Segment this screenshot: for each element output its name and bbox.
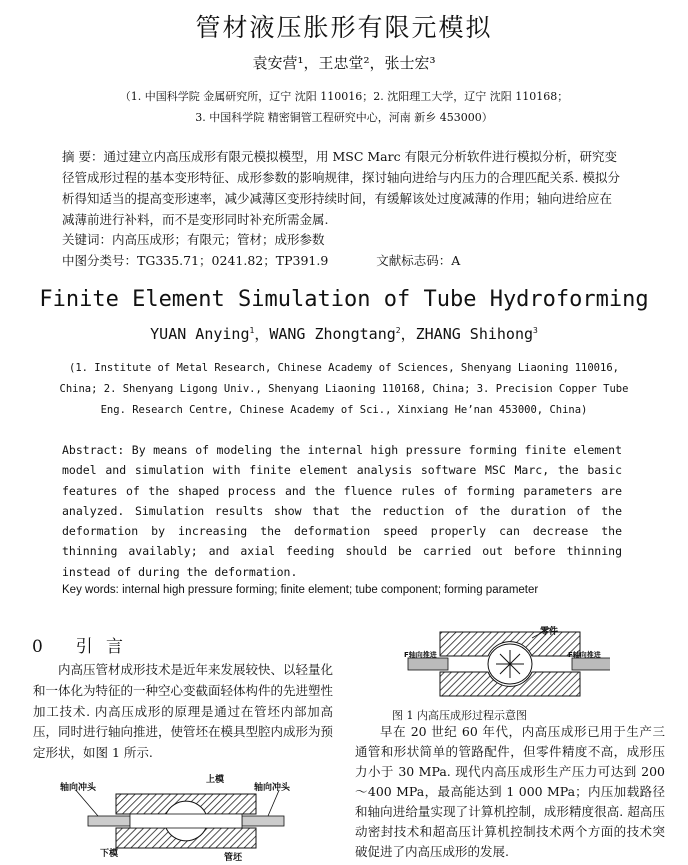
label-tube-blank: 管坯 (224, 853, 243, 863)
label-axial-punch-right: 轴向冲头 (254, 783, 291, 793)
figure-label-part: 零件 (540, 627, 559, 637)
lower-die-left (116, 828, 256, 848)
author-en-1: YUAN Anying (150, 325, 250, 343)
upper-die-left (116, 794, 256, 814)
section-title: 引 言 (75, 637, 128, 657)
abstract-cn (62, 146, 624, 230)
figure-hydroforming-schematic (400, 624, 610, 704)
abstract-en: Abstract: By means of modeling the internal high pressure forming finite element model and simulation with finite element analysis software MSC Marc, the basic features of the shaped process and the fluence rules of forming parameters are analyzed. Simulation results show that the reduction of the duration of the deformation by increasing the deformation speed properly can decrease the thinning availably; and axial feeding should be carried out before thinning instead of during the deformation. (62, 443, 622, 579)
abstract-cn-text: 通过建立内高压成形有限元模拟模型，用 MSC Marc 有限元分析软件进行模拟分析，研究变径管成形过程的基本变形特征、成形参数的影响规律，探讨轴向进给与内压力的合理匹配关系. 模拟分析得知适当的提高变形速率，减少减薄区变形持续时间，有缓解该处过度减薄的作用；轴向进给应在减薄前进行补料，而不是变形同时补充所需金属. (62, 149, 620, 227)
affiliation-cn-line-2: 3. 中国科学院 精密铜管工程研究中心，河南 新乡 453000） (195, 111, 493, 124)
tube-blank (130, 814, 242, 828)
keywords-en: Key words: internal high pressure forming; finite element; tube component; forming parameter (62, 584, 539, 596)
classification-number: 中图分类号：TG335.71；0241.82；TP391.9 (62, 253, 329, 268)
left-punch-left (88, 816, 130, 826)
author-en-2: WANG Zhongtang (269, 325, 396, 343)
author-separator: ， (400, 325, 416, 343)
keywords-cn: 关键词：内高压成形；有限元；管材；成形参数 (62, 232, 325, 247)
classification-cn (62, 251, 624, 269)
figure-label-axial-left: F轴向推进 (404, 651, 437, 659)
author-separator: ， (254, 325, 270, 343)
affiliations-en: (1. Institute of Metal Research, Chinese Academy of Sciences, Shenyang Liaoning 110016, China; 2. Shenyang Ligong Univ., Shenyang Liaoning 110168, China; 3. Precision Copper Tube Eng. Research Centre, Chinese Academy of Sci., Xinxiang He’nan 453000, China) (59, 362, 629, 416)
paper-title-cn: 管材液压胀形有限元模拟 (195, 13, 493, 42)
figure-1-caption: 图 1 内高压成形过程示意图 (392, 709, 527, 722)
document-code: 文献标志码：A (376, 253, 461, 268)
author-en-1-sup: 1 (249, 326, 255, 335)
pressure-arrows (496, 650, 524, 678)
label-axial-punch-left: 轴向冲头 (60, 783, 97, 793)
figure-die-schematic (68, 790, 288, 852)
author-en-2-sup: 2 (395, 326, 401, 335)
paper-title-en: Finite Element Simulation of Tube Hydroforming (39, 287, 649, 312)
right-punch-left (242, 816, 284, 826)
figure-label-axial-right: F轴向推进 (568, 651, 601, 659)
author-en-3: ZHANG Shihong (415, 325, 534, 343)
section-number: 0 (32, 637, 47, 657)
authors-cn: 袁安营¹，王忠堂²，张士宏³ (252, 54, 436, 72)
author-en-3-sup: 3 (533, 326, 538, 335)
body-paragraph-right: 早在 20 世纪 60 年代，内高压成形已用于生产三通管和形状简单的管路配件，但零件精度不高，成形压力小于 30 MPa. 现代内高压成形生产压力可达到 200～400 MPa，最高能达到 1 000 MPa；内压加载路径和轴向进给量实现了计算机控制，成形精度很高. 超高压动密封技术和超高压计算机控制技术两个方面的技术突破促进了内高压成形的发展. (355, 724, 665, 859)
label-upper-die: 上模 (206, 775, 225, 785)
abstract-cn-label: 摘 要： (62, 149, 104, 164)
authors-en (0, 323, 688, 344)
label-lower-die: 下模 (100, 849, 119, 859)
body-paragraph-left: 内高压管材成形技术是近年来发展较快、以轻量化和一体化为特征的一种空心变截面轻体构件的先进塑性加工技术. 内高压成形的原理是通过在管坯内部加高压，同时进行轴向推进，使管坯在模具型腔内成形为预定形状，如图 1 所示. (33, 662, 334, 761)
affiliation-cn-line-1: （1. 中国科学院 金属研究所，辽宁 沈阳 110016；2. 沈阳理工大学，辽宁 沈阳 110168； (119, 90, 569, 103)
section-heading (32, 632, 127, 657)
affiliations-cn (0, 86, 688, 128)
